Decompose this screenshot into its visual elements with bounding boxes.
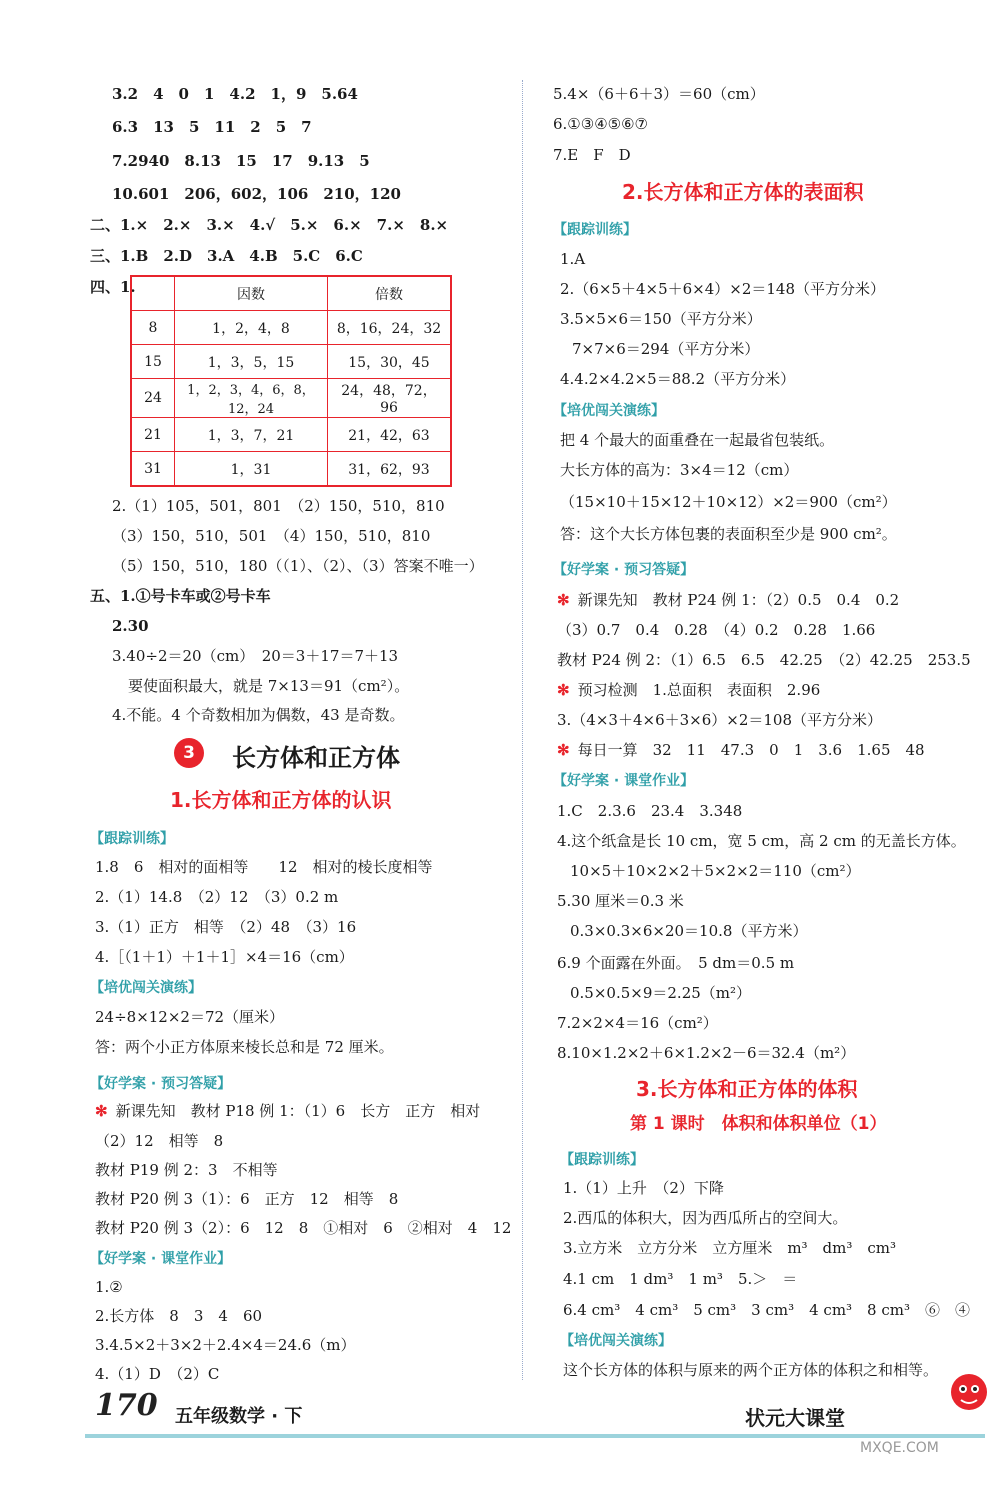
answer-text: 每日一算 32 11 47.3 0 1 3.6 1.65 48: [577, 741, 925, 759]
answer-line: 3.（1）正方 相等 （2）48 （3）16: [95, 918, 357, 936]
grade-label: 五年级数学 · 下: [175, 1406, 303, 1427]
answer-line: 7.2×2×4＝16（cm²）: [557, 1014, 718, 1032]
section-tag: 【好学案 · 预习答疑】: [553, 562, 695, 578]
answer-line: 1.C 2.3.6 23.4 3.348: [557, 802, 743, 820]
section-title: 2.长方体和正方体的表面积: [622, 180, 864, 204]
answer-line: 教材 P20 例 3（1）：6 正方 12 相等 8: [95, 1190, 399, 1208]
answer-line: （3）150，510，501 （4）150，510，810: [112, 527, 431, 545]
answer-line: [557, 590, 899, 610]
answer-line: 五、1.①号卡车或②号卡车: [90, 587, 271, 605]
flower-icon: ✻: [557, 741, 570, 759]
answer-line: 6.①③④⑤⑥⑦: [553, 115, 648, 133]
answer-line: 7×7×6＝294（平方分米）: [572, 340, 760, 358]
section-tag: 【培优闯关演练】: [553, 403, 665, 419]
table-header-empty: [131, 276, 175, 311]
answer-line: 4.1 cm 1 dm³ 1 m³ 5.＞ ＝: [563, 1270, 798, 1288]
answer-line: 8.10×1.2×2＋6×1.2×2－6＝32.4（m²）: [557, 1044, 856, 1062]
answer-line: 3.5×5×6＝150（平方分米）: [560, 310, 762, 328]
flower-icon: ✻: [557, 681, 570, 699]
table-row: [131, 379, 451, 418]
section-tag: 【跟踪训练】: [560, 1152, 644, 1168]
answer-line: 教材 P19 例 2：3 不相等: [95, 1161, 278, 1179]
answer-line: 6.4 cm³ 4 cm³ 5 cm³ 3 cm³ 4 cm³ 8 cm³ ⑥ ④: [563, 1301, 971, 1319]
table-cell: 31，62，93: [328, 452, 452, 487]
answer-line: 这个长方体的体积与原来的两个正方体的体积之和相等。: [563, 1361, 939, 1379]
answer-line: 5.30 厘米＝0.3 米: [557, 892, 684, 910]
answer-line: 1.②: [95, 1278, 123, 1296]
answer-line: （2）12 相等 8: [95, 1132, 224, 1150]
answer-line: 2.（6×5＋4×5＋6×4）×2＝148（平方分米）: [560, 280, 886, 298]
table-cell: 15，30，45: [328, 345, 452, 379]
mascot-icon: [945, 1368, 993, 1424]
table-cell: 21: [131, 418, 175, 452]
table-header-factors: 因数: [175, 276, 328, 311]
table-cell: 8，16，24，32: [328, 311, 452, 345]
table-row: [131, 311, 451, 345]
table-cell: 15: [131, 345, 175, 379]
table-cell: 1，3，7，21: [175, 418, 328, 452]
chapter-title: 长方体和正方体: [232, 744, 400, 772]
watermark: MXQE.COM: [860, 1440, 939, 1456]
table-row: [131, 452, 451, 487]
table-cell: 1，2，4，8: [175, 311, 328, 345]
answer-line: 2.西瓜的体积大，因为西瓜所占的空间大。: [563, 1209, 848, 1227]
table-cell: 1，2，3，4，6，8，12，24: [175, 379, 328, 418]
factor-multiple-table: [130, 275, 452, 487]
section-title: 1.长方体和正方体的认识: [170, 788, 392, 812]
answer-line: [557, 740, 925, 760]
section-tag: 【培优闯关演练】: [560, 1333, 672, 1349]
table-cell: 31: [131, 452, 175, 487]
answer-line: 4.（1）D （2）C: [95, 1365, 220, 1383]
table-cell: 1，31: [175, 452, 328, 487]
answer-line: （5）150，510，180（（1）、（2）、（3）答案不唯一）: [112, 557, 484, 575]
answer-line: [557, 680, 820, 700]
table-row: [131, 345, 451, 379]
answer-line: 要使面积最大，就是 7×13＝91（cm²）。: [128, 677, 410, 695]
answer-line: 0.5×0.5×9＝2.25（m²）: [570, 984, 752, 1002]
brand-name: 状元大课堂: [745, 1406, 845, 1430]
answer-line: 教材 P20 例 3（2）：6 12 8 ①相对 6 ②相对 4 12: [95, 1219, 512, 1237]
answer-line: [95, 1101, 480, 1121]
answer-line: 答：这个大长方体包裹的表面积至少是 900 cm²。: [560, 525, 897, 543]
answer-line: 1.（1）上升 （2）下降: [563, 1179, 724, 1197]
answer-line: 4.［（1＋1）＋1＋1］×4＝16（cm）: [95, 948, 354, 966]
answer-line: 2.（1）14.8 （2）12 （3）0.2 m: [95, 888, 339, 906]
answer-line: 24÷8×12×2＝72（厘米）: [95, 1008, 285, 1026]
answer-line: （3）0.7 0.4 0.28 （4）0.2 0.28 1.66: [557, 621, 876, 639]
flower-icon: ✻: [557, 591, 570, 609]
table-cell: 1，3，5，15: [175, 345, 328, 379]
answer-line: 3.（4×3＋4×6＋3×6）×2＝108（平方分米）: [557, 711, 883, 729]
answer-line: 三、1.B 2.D 3.A 4.B 5.C 6.C: [90, 247, 363, 265]
section-title: 3.长方体和正方体的体积: [636, 1077, 858, 1101]
answer-line: 5.4×（6＋6＋3）＝60（cm）: [553, 85, 765, 103]
answer-line: 3.2 4 0 1 4.2 1，9 5.64: [112, 85, 358, 103]
answer-line: 大长方体的高为：3×4＝12（cm）: [560, 461, 799, 479]
flower-icon: ✻: [95, 1102, 108, 1120]
table-cell: 24，48，72，96: [328, 379, 452, 418]
table-row: [131, 418, 451, 452]
section-tag: 【好学案 · 课堂作业】: [553, 773, 695, 789]
answer-line: 6.3 13 5 11 2 5 7: [112, 118, 312, 136]
chapter-number-badge: 3: [174, 738, 204, 768]
answer-line: 教材 P24 例 2：（1）6.5 6.5 42.25 （2）42.25 253.5: [557, 651, 971, 669]
answer-line: 10.601 206，602，106 210，120: [112, 185, 401, 203]
lesson-subtitle: 第 1 课时 体积和体积单位（1）: [630, 1114, 887, 1134]
table-cell: 24: [131, 379, 175, 418]
table-label: 四、1.: [90, 278, 136, 296]
section-tag: 【跟踪训练】: [90, 831, 174, 847]
column-divider: [522, 80, 523, 1380]
section-tag: 【好学案 · 预习答疑】: [90, 1076, 232, 1092]
answer-line: 7.E F D: [553, 146, 631, 164]
answer-line: 把 4 个最大的面重叠在一起最省包装纸。: [560, 431, 835, 449]
answer-line: 3.立方米 立方分米 立方厘米 m³ dm³ cm³: [563, 1239, 897, 1257]
answer-line: 2.长方体 8 3 4 60: [95, 1307, 263, 1325]
answer-line: （15×10＋15×12＋10×12）×2＝900（cm²）: [560, 493, 897, 511]
answer-line: 0.3×0.3×6×20＝10.8（平方米）: [570, 922, 808, 940]
answer-line: 4.不能。4 个奇数相加为偶数，43 是奇数。: [112, 706, 405, 724]
section-tag: 【跟踪训练】: [553, 222, 637, 238]
answer-line: 答：两个小正方体原来棱长总和是 72 厘米。: [95, 1038, 394, 1056]
answer-line: 10×5＋10×2×2＋5×2×2＝110（cm²）: [570, 862, 861, 880]
answer-line: 1.8 6 相对的面相等 12 相对的棱长度相等: [95, 858, 433, 876]
answer-line: 1.A: [560, 250, 586, 268]
answer-line: 3.40÷2＝20（cm） 20＝3＋17＝7＋13: [112, 647, 399, 665]
table-cell: 21，42，63: [328, 418, 452, 452]
answer-text: 新课先知 教材 P24 例 1：（2）0.5 0.4 0.2: [577, 591, 900, 609]
section-tag: 【好学案 · 课堂作业】: [90, 1251, 232, 1267]
answer-line: 2.（1）105，501，801 （2）150，510，810: [112, 497, 445, 515]
footer-bar: [85, 1434, 985, 1438]
answer-line: 6.9 个面露在外面。 5 dm＝0.5 m: [557, 954, 795, 972]
table-header-multiples: 倍数: [328, 276, 452, 311]
answer-line: 3.4.5×2＋3×2＋2.4×4＝24.6（m）: [95, 1336, 356, 1354]
table-cell: 8: [131, 311, 175, 345]
answer-line: 7.2940 8.13 15 17 9.13 5: [112, 152, 370, 170]
page-number: 170: [95, 1388, 158, 1423]
section-tag: 【培优闯关演练】: [90, 980, 202, 996]
answer-text: 新课先知 教材 P18 例 1：（1）6 长方 正方 相对: [115, 1102, 481, 1120]
answer-line: 4.这个纸盒是长 10 cm，宽 5 cm，高 2 cm 的无盖长方体。: [557, 832, 966, 850]
answer-text: 预习检测 1.总面积 表面积 2.96: [577, 681, 821, 699]
answer-line: 二、1.× 2.× 3.× 4.√ 5.× 6.× 7.× 8.×: [90, 216, 449, 234]
answer-line: 4.4.2×4.2×5＝88.2（平方分米）: [560, 370, 796, 388]
answer-line: 2.30: [112, 617, 149, 635]
